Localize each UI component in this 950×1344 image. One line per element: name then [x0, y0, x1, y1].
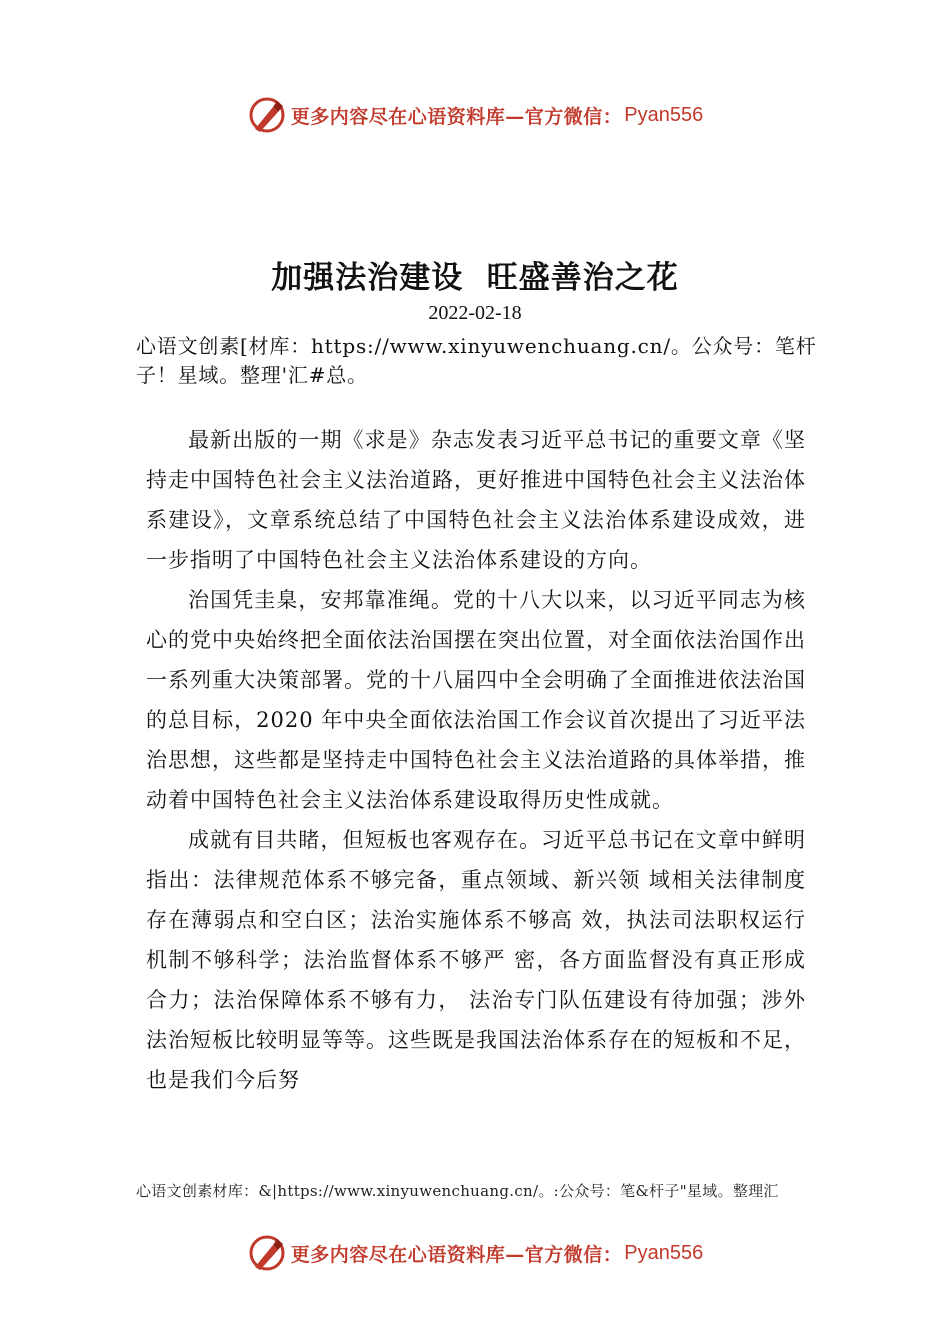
banner-text: 更多内容尽在心语资料库—官方微信： — [290, 1243, 623, 1266]
paragraph-text: 治国凭圭臬，安邦靠准绳。党的十八大以来，以习近平同志为核心的党中央始终把全面依法治国摆在突出位置，对全面依法治国作出一系列重大决策部署。党的十八届四中全会明确了全面推进依法治国的总目标，2020 年中央全面依法治国工作会议首次提出了习近平法治思想，这些都是坚持走中国特色社会主义法治道路的具体举措，推动着中国特色社会主义法治体系建设取得历史性成就。 — [146, 588, 806, 812]
paragraph — [146, 820, 806, 1100]
article-date: 2022-02-18 — [428, 302, 522, 324]
paragraph-text: 最新出版的一期《求是》杂志发表习近平总书记的重要文章《坚持走中国特色社会主义法治道路，更好推进中国特色社会主义法治体系建设》，文章系统总结了中国特色社会主义法治体系建设成效，进一步指明了中国特色社会主义法治体系建设的方向。 — [146, 428, 806, 572]
paragraph — [146, 580, 806, 820]
article-title: 加强法治建设 旺盛善治之花 — [271, 260, 679, 296]
footer-banner — [0, 1228, 950, 1278]
paragraph — [146, 420, 806, 580]
source-note: 心语文创素[材库：https://www.xinyuwenchuang.cn/。公众号：笔杆子！星域。整理'汇#总。 — [136, 334, 817, 387]
paragraph-text: 成就有目共睹，但短板也客观存在。习近平总书记在文章中鲜明指出：法律规范体系不够完备，重点领域、新兴领 域相关法律制度存在薄弱点和空白区；法治实施体系不够高 效，执法司法职权运行机制不够科学；法治监督体系不够严 密，各方面监督没有真正形成合力；法治保障体系不够有力， 法治专门队伍建设有待加强；涉外法治短板比较明显等等。这些既是我国法治体系存在的短板和不足，也是我们今后努 — [146, 828, 806, 1092]
banner-wechat-id: Pyan556 — [624, 1241, 704, 1264]
footer-source-note: 心语文创素材库：&|https://www.xinyuwenchuang.cn/。:公众号：笔&杆子"星域。整理汇 — [136, 1182, 779, 1200]
banner-wechat-id: Pyan556 — [624, 103, 704, 126]
header-banner — [0, 90, 950, 140]
pen-logo-icon — [247, 95, 287, 135]
article-body — [146, 420, 806, 1100]
banner-text: 更多内容尽在心语资料库—官方微信： — [290, 105, 623, 128]
pen-logo-icon — [247, 1233, 287, 1273]
